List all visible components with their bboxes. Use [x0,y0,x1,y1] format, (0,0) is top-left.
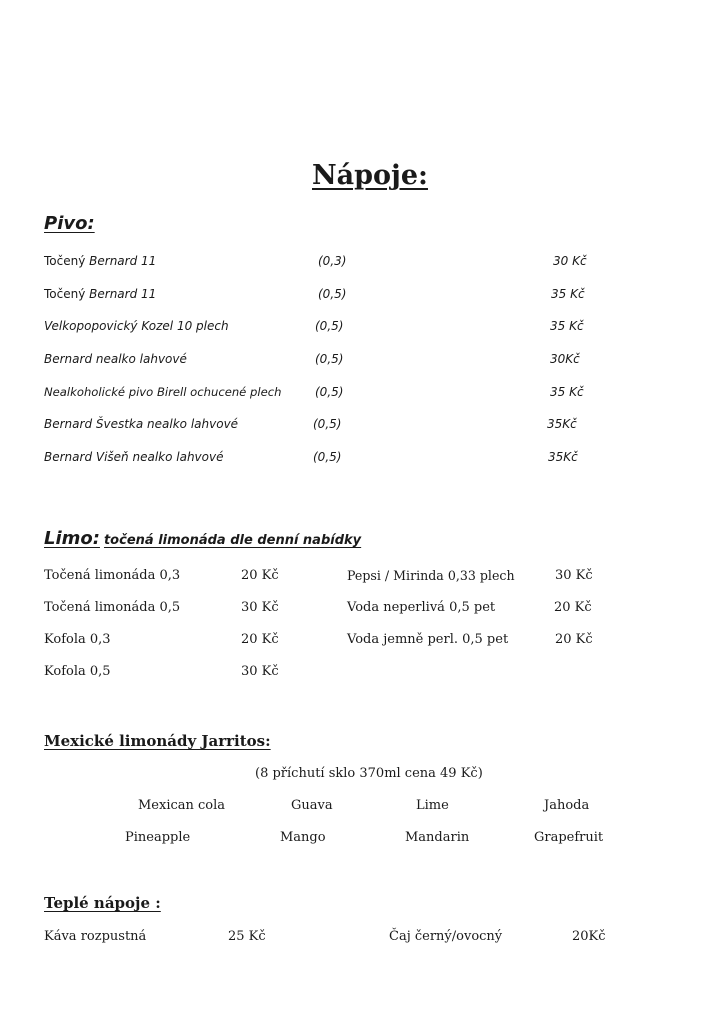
flavor-item: Mexican cola [138,798,226,813]
beer-item-size: (0,5) [315,385,344,399]
flavor-item: Grapefruit [534,830,604,845]
section-heading-teple: Teplé nápoje : [44,894,161,912]
beer-item-size: (0,5) [315,352,344,366]
flavor-item: Mango [280,830,326,845]
beer-item-name: Točený Bernard 11 [44,287,157,301]
limo-item-price: 20 Kč [241,568,279,583]
beer-item-price: 35 Kč [550,385,584,399]
beer-item-size: (0,3) [318,254,347,268]
beer-item-price: 35 Kč [550,319,584,333]
section-heading-pivo: Pivo: [44,213,95,234]
limo-item-name: Točená limonáda 0,3 [44,568,181,583]
beer-item-size: (0,5) [318,287,347,301]
beer-item-price: 30Kč [550,352,580,366]
flavor-item: Pineapple [125,830,191,845]
jarritos-note: (8 příchutí sklo 370ml cena 49 Kč) [255,766,483,781]
limo-item-price: 20 Kč [555,632,593,647]
page-title: Nápoje: [312,160,428,191]
limo-item-name: Pepsi / Mirinda 0,33 plech [347,568,515,583]
beer-item-price: 35Kč [547,417,577,431]
beer-item-name: Bernard nealko lahvové [44,352,187,366]
hot-drink-name: Čaj černý/ovocný [389,929,503,944]
beer-item-name: Nealkoholické pivo Birell ochucené plech [44,385,282,399]
beer-item-price: 35Kč [548,450,578,464]
flavor-item: Jahoda [544,798,590,813]
section-heading-limo [44,528,361,549]
limo-heading: Limo: [44,528,100,549]
limo-subheading: točená limonáda dle denní nabídky [103,533,362,548]
beer-item-name: Bernard Švestka nealko lahvové [44,417,239,431]
section-heading-jarritos: Mexické limonády Jarritos: [44,732,271,750]
beer-item-size: (0,5) [313,417,342,431]
beer-item-price: 35 Kč [551,287,585,301]
flavor-item: Mandarin [405,830,470,845]
limo-item-name: Kofola 0,3 [44,632,111,647]
limo-item-name: Voda neperlivá 0,5 pet [347,600,496,615]
limo-item-name: Kofola 0,5 [44,664,111,679]
flavor-item: Lime [416,798,449,813]
limo-item-price: 30 Kč [241,664,279,679]
hot-drink-name: Káva rozpustná [44,929,147,944]
beer-item-size: (0,5) [313,450,342,464]
beer-item-name: Velkopopovický Kozel 10 plech [44,319,229,333]
hot-drink-price: 20Kč [572,929,606,944]
beer-item-name: Bernard Višeň nealko lahvové [44,450,224,464]
beer-item-name: Točený Bernard 11 [44,254,157,268]
limo-item-name: Točená limonáda 0,5 [44,600,181,615]
limo-item-price: 20 Kč [241,632,279,647]
beer-item-price: 30 Kč [553,254,587,268]
limo-item-name: Voda jemně perl. 0,5 pet [347,632,509,647]
limo-item-price: 30 Kč [241,600,279,615]
limo-item-price: 20 Kč [554,600,592,615]
flavor-item: Guava [291,798,333,813]
limo-item-price: 30 Kč [555,568,593,583]
hot-drink-price: 25 Kč [228,929,266,944]
beer-item-size: (0,5) [315,319,344,333]
